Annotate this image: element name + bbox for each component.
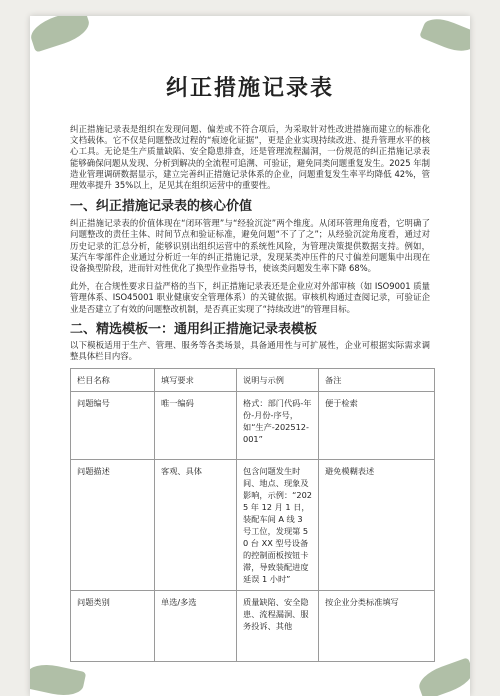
table-header-cell: 栏目名称 <box>71 369 155 392</box>
table-header-row <box>71 369 435 392</box>
table-row <box>71 392 435 460</box>
document-page <box>30 16 470 696</box>
table-cell: 按企业分类标准填写 <box>319 591 435 662</box>
section2-paragraph: 以下模板适用于生产、管理、服务等各类场景，具备通用性与可扩展性，企业可根据实际需求调整具体栏目内容。 <box>70 339 430 362</box>
section1-heading: 一、纠正措施记录表的核心价值 <box>70 199 253 215</box>
section2-heading: 二、精选模板一：通用纠正措施记录表模板 <box>70 321 318 337</box>
section1-paragraph-2: 此外，在合规性要求日益严格的当下，纠正措施记录表还是企业应对外部审核（如 ISO9001 质量管理体系、ISO45001 职业健康安全管理体系）的关键依据。审核机构通过查阅记录，可验证企业是否建立了有效的问题整改机制，是否真正实现了“持续改进”的管理目标。 <box>70 281 430 314</box>
table-cell: 格式：部门代码-年份-月份-序号，如“生产-202512-001” <box>237 392 319 460</box>
table-header-cell: 备注 <box>319 369 435 392</box>
table-cell: 问题编号 <box>71 392 155 460</box>
table-cell: 客观、具体 <box>155 460 237 591</box>
table-cell: 问题描述 <box>71 460 155 591</box>
table-cell: 质量缺陷、安全隐患、流程漏洞、服务投诉、其他 <box>237 591 319 662</box>
section1-paragraph-1: 纠正措施记录表的价值体现在“闭环管理”与“经验沉淀”两个维度。从闭环管理角度看，它明确了问题整改的责任主体、时间节点和验证标准，避免问题“不了了之”；从经验沉淀角度看，通过对历史记录的汇总分析，能够识别出组织运营中的系统性风险，为管理决策提供数据支持。例如，某汽车零部件企业通过分析近一年的纠正措施记录，发现某类冲压件的尺寸偏差问题集中出现在设备换型阶段，进而针对性优化了换型作业指导书，使该类问题发生率下降 68%。 <box>70 218 430 274</box>
document-content <box>70 38 430 662</box>
table-cell: 包含问题发生时间、地点、现象及影响，示例：“2025 年 12 月 1 日，装配车间 A 线 3 号工位，发现第 50 台 XX 型号设备的控制面板按钮卡滞，导致装配进度延误 1 小时” <box>237 460 319 591</box>
table-cell: 唯一编码 <box>155 392 237 460</box>
table-cell: 问题类别 <box>71 591 155 662</box>
table-header-cell: 填写要求 <box>155 369 237 392</box>
table-row <box>71 460 435 591</box>
table-row <box>71 591 435 662</box>
page-title: 纠正措施记录表 <box>165 76 334 101</box>
template-table <box>70 368 435 662</box>
table-cell: 单选/多选 <box>155 591 237 662</box>
leaf-decoration <box>415 657 470 696</box>
table-cell: 避免模糊表述 <box>319 460 435 591</box>
intro-paragraph: 纠正措施记录表是组织在发现问题、偏差或不符合项后，为采取针对性改进措施而建立的标准化文档载体。它不仅是问题整改过程的“痕迹化证据”，更是企业实现持续改进、提升管理水平的核心工具。无论是生产质量缺陷、安全隐患排查，还是管理流程漏洞，一份规范的纠正措施记录表能够确保问题从发现、分析到解决的全流程可追溯、可验证，避免同类问题重复发生。2025 年制造业管理调研数据显示，建立完善纠正措施记录体系的企业，问题重复发生率平均降低 42%，管理效率提升 35%以上，足见其在组织运营中的重要性。 <box>70 124 430 191</box>
table-header-cell: 说明与示例 <box>237 369 319 392</box>
leaf-decoration <box>30 660 86 696</box>
table-cell: 便于检索 <box>319 392 435 460</box>
